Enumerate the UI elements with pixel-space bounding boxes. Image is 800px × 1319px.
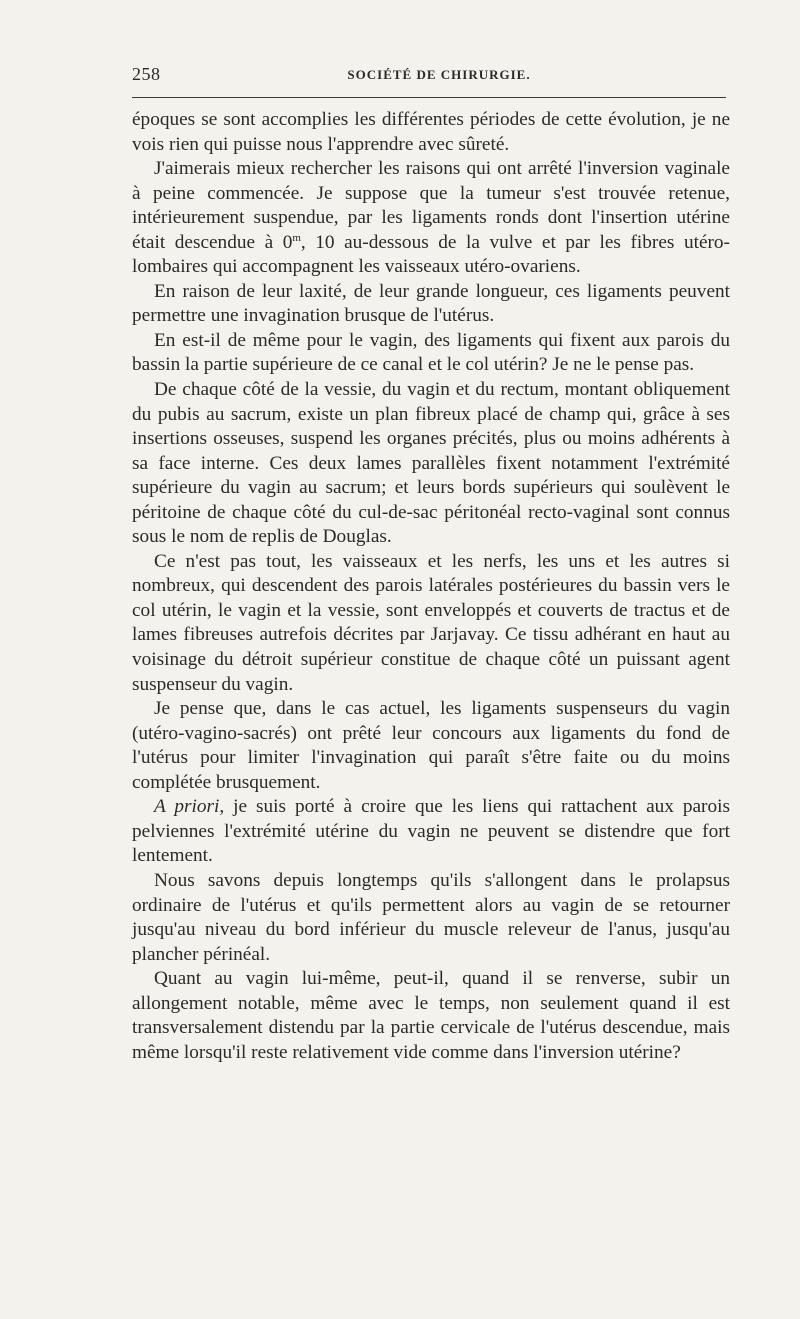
body-text [132, 108, 730, 1065]
page-number: 258 [132, 64, 161, 84]
paragraph: De chaque côté de la vessie, du vagin et du rectum, montant obliquement du pubis au sacrum, existe un plan fibreux placé de champ qui, grâce à ses insertions osseuses, suspend les organes précités, plus ou moins adhérents à sa face interne. Ces deux lames parallèles fixent notamment l'extrémité supérieure du vagin au sacrum; et leurs bords supérieurs qui soulèvent le péritoine de chaque côté du cul-de-sac péritonéal recto-vaginal sont connus sous le nom de replis de Douglas. [132, 379, 730, 548]
paragraph: A priori, je suis porté à croire que les liens qui rattachent aux parois pelviennes l'extrémité utérine du vagin ne peuvent se distendre que fort lentement. [132, 796, 730, 867]
running-title: SOCIÉTÉ DE CHIRURGIE. [347, 67, 531, 82]
italic-phrase: A priori [154, 796, 220, 818]
superscript-unit: m [292, 231, 301, 244]
paragraph: Nous savons depuis longtemps qu'ils s'allongent dans le prolapsus ordinaire de l'utérus et qu'ils permettent alors au vagin de se retourner jusqu'au niveau du bord inférieur du muscle releveur de l'anus, jusqu'au plancher périnéal. [132, 869, 730, 965]
paragraph: En raison de leur laxité, de leur grande longueur, ces ligaments peuvent permettre une invagination brusque de l'utérus. [132, 280, 730, 327]
paragraph: Je pense que, dans le cas actuel, les ligaments suspenseurs du vagin (utéro-vagino-sacrés) ont prêté leur concours aux ligaments du fond de l'utérus pour limiter l'invagination qui paraît s'être faite ou du moins complétée brusquement. [132, 698, 730, 793]
paragraph: J'aimerais mieux rechercher les raisons qui ont arrêté l'inversion vaginale à peine commencée. Je suppose que la tumeur s'est trouvée retenue, intérieurement suspendue, par les ligaments ronds dont l'insertion utérine était descendue à 0$^m$, 10 au-dessous de la vulve et par les fibres utéro-lombaires qui accompagnent les vaisseaux utéro-ovariens. [132, 158, 730, 278]
page-header [132, 64, 726, 88]
paragraph: Ce n'est pas tout, les vaisseaux et les nerfs, les uns et les autres si nombreux, qui descendent des parois latérales postérieures du bassin vers le col utérin, le vagin et la vessie, sont enveloppés et couverts de tractus et de lames fibreuses autrefois décrites par Jarjavay. Ce tissu adhérant en haut au voisinage du détroit supérieur constitue de chaque côté un puissant agent suspenseur du vagin. [132, 550, 730, 695]
paragraph: Quant au vagin lui-même, peut-il, quand il se renverse, subir un allongement notable, même avec le temps, non seulement quand il est transversalement distendu par la partie cervicale de l'utérus descendue, mais même lorsqu'il reste relativement vide comme dans l'inversion utérine? [132, 968, 730, 1063]
header-rule [132, 97, 726, 98]
paragraph: En est-il de même pour le vagin, des ligaments qui fixent aux parois du bassin la partie supérieure de ce canal et le col utérin? Je ne le pense pas. [132, 329, 730, 376]
paragraph: époques se sont accomplies les différentes périodes de cette évolution, je ne vois rien qui puisse nous l'apprendre avec sûreté. [132, 109, 730, 155]
